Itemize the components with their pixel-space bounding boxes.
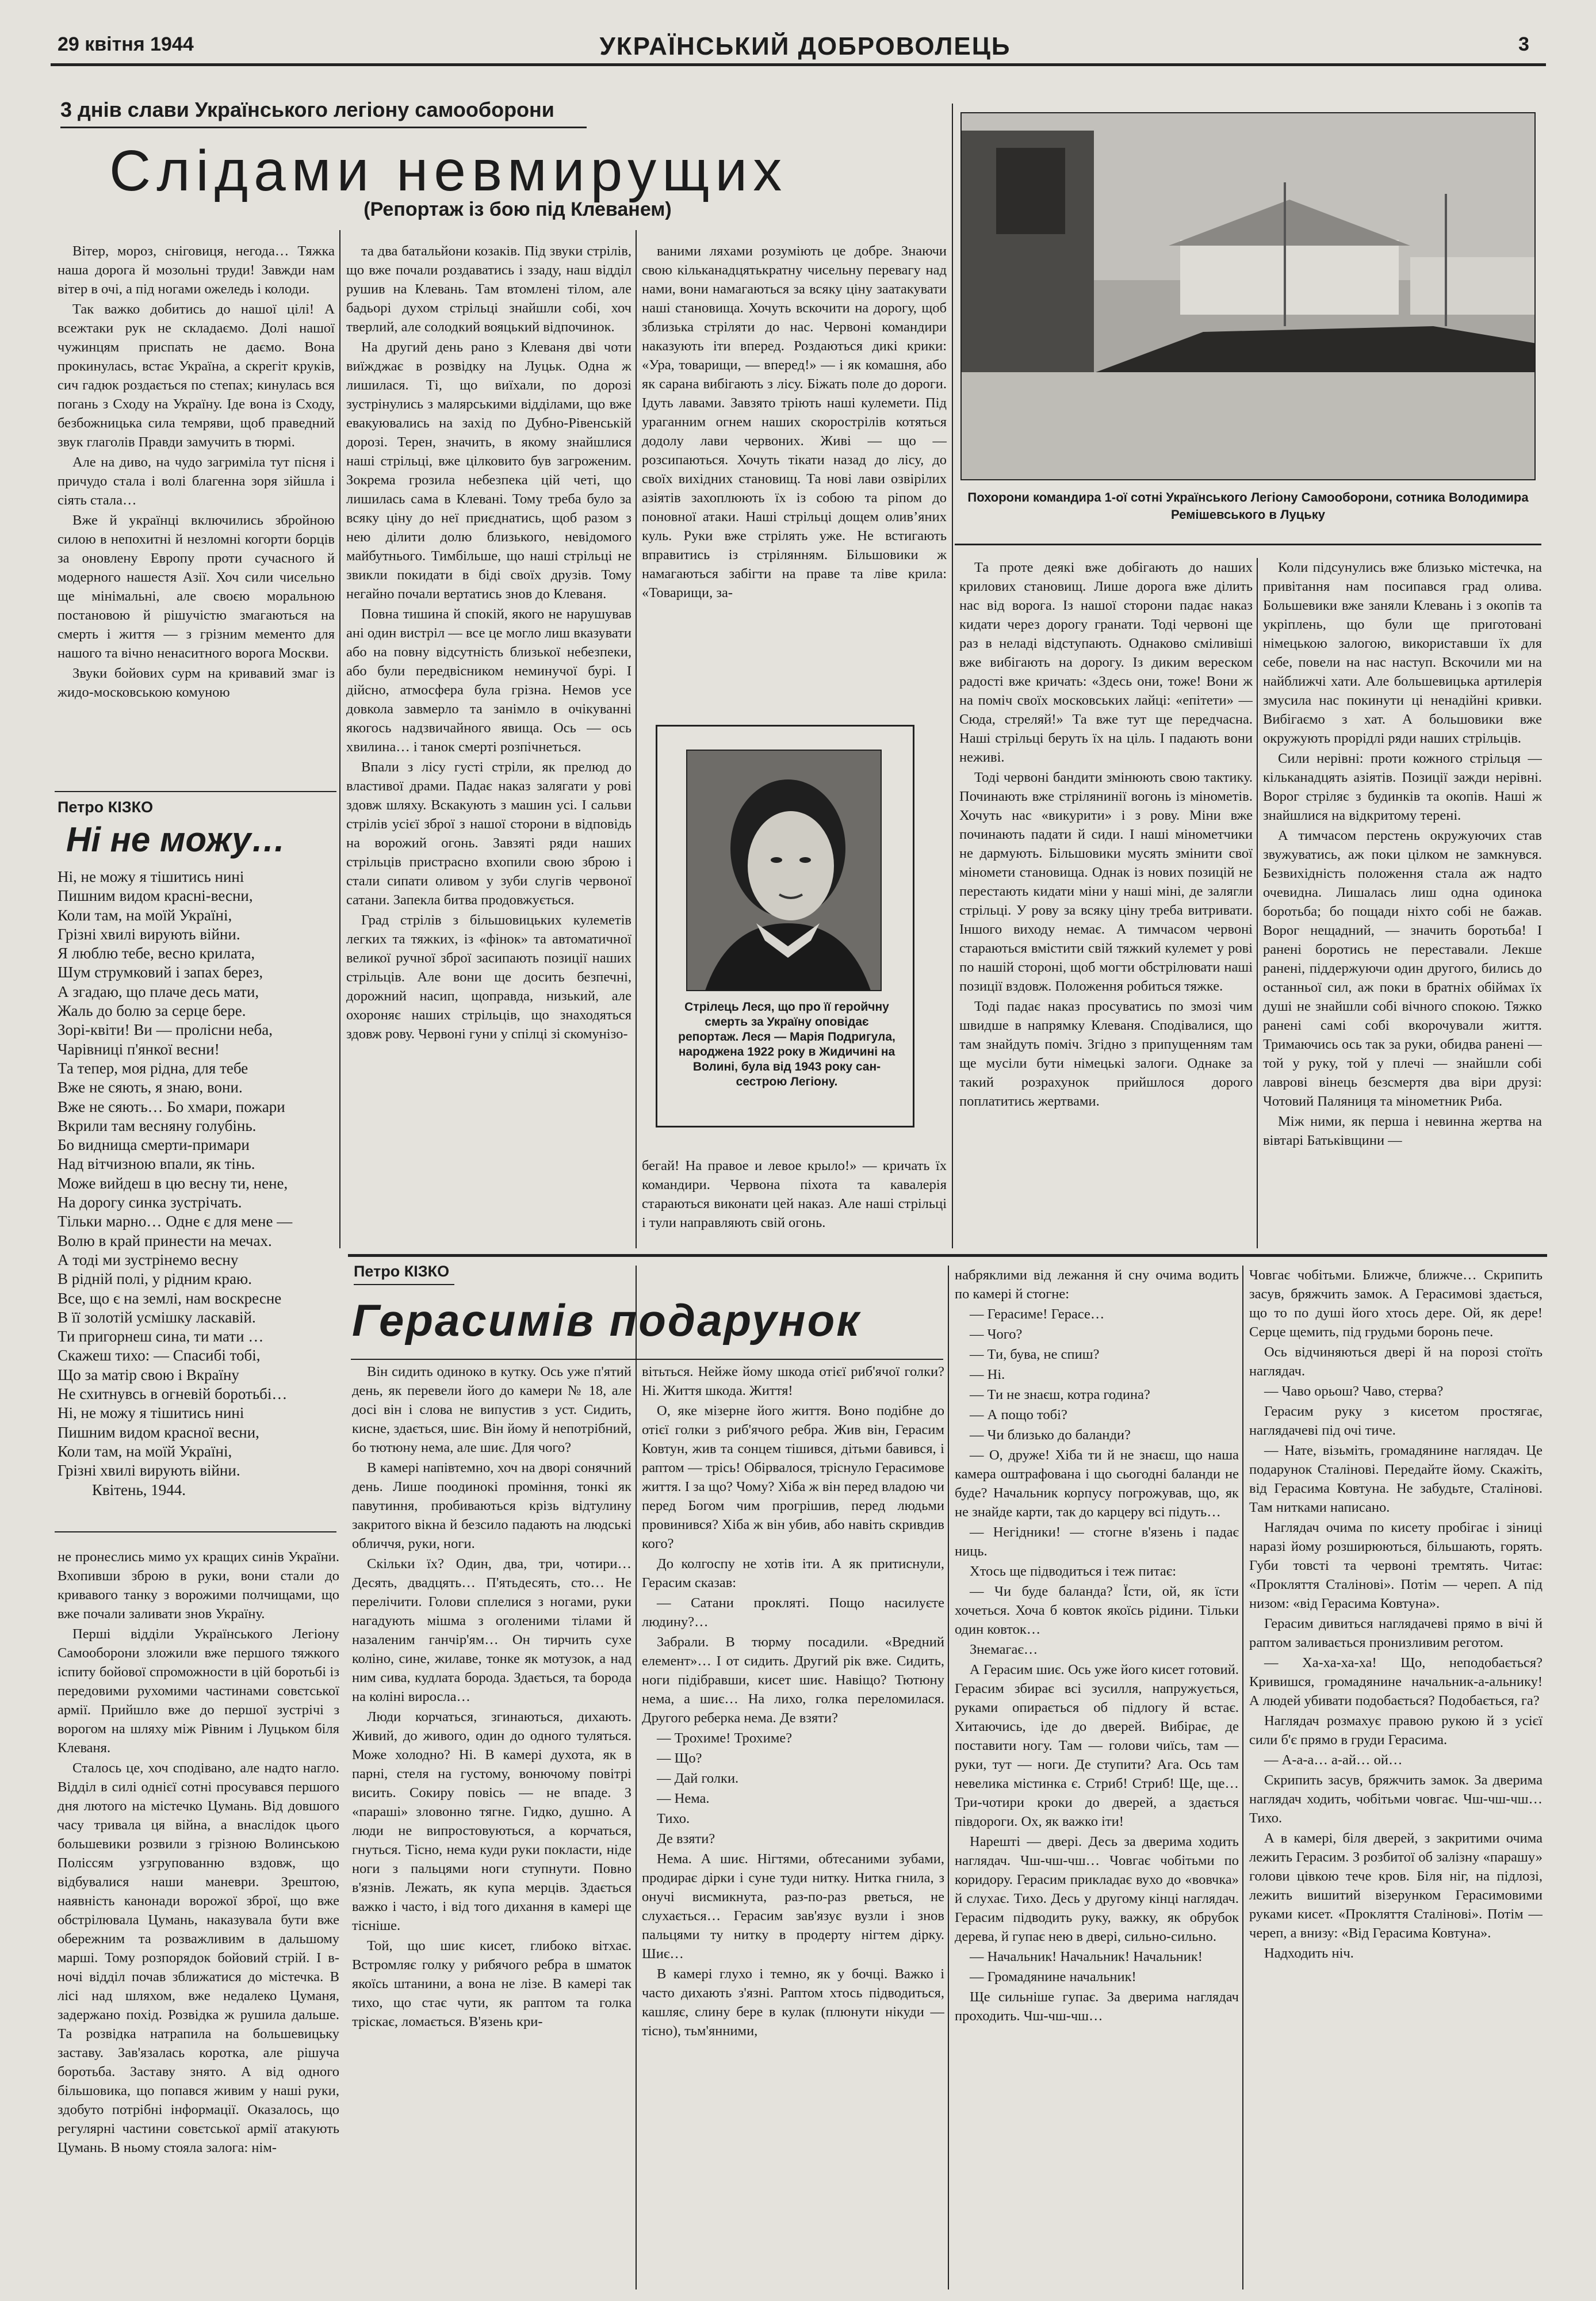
paragraph: Сили нерівні: проти кожного стрільця — кільканадцять азіятів. Позиції зажди нерівні. Ворог стріляє з будинків та окопів. Наші ж знайшлися на відкритому терені.: [1263, 751, 1542, 823]
article1-column-3-tail: [642, 1156, 947, 1237]
paragraph: Ще сильніше гупає. За дверима наглядач проходить. Чш-чш-чш…: [955, 1989, 1239, 2024]
poem-line: А тоді ми зустрінемо весну: [58, 1251, 239, 1268]
story-column-3: [955, 1266, 1239, 2289]
column-rule: [636, 1266, 637, 2289]
column-rule: [952, 104, 953, 1248]
paragraph: бегай! На правое и левое крыло!» — кричать їх командири. Червона піхота та кавалерія стараються виконати цей наказ. Але наші стрільці і тули направляють свій огонь.: [642, 1158, 947, 1230]
masthead-rule: [51, 63, 1546, 66]
story-column-2: [642, 1362, 944, 2289]
paragraph: Наглядач розмахує правою рукою й з усієї сили б'є прямо в груди Герасима.: [1249, 1713, 1543, 1748]
story-title-rule: [351, 1359, 943, 1360]
poem-line: Коли там, на моїй Україні,: [58, 1442, 232, 1460]
paragraph: — Чи буде баланда? Їсти, ой, як їсти хочеться. Хоча б ковток якоїсь рідини. Тільки один ковток…: [955, 1584, 1239, 1637]
poem-line: Ні, не можу я тішитись нині: [58, 868, 244, 885]
poem-line: Волю в край принести на мечах.: [58, 1232, 272, 1249]
paragraph: Він сидить одиноко в кутку. Ось уже п'ятий день, як перевели його до камери № 18, але досі він і слова не випустив з уст. Сидить, кисне, здається, шиє. Він йому й непотрібний, бо тютюну нема, але шиє. Для чого?: [352, 1364, 631, 1455]
poem-date: Квітень, 1944.: [92, 1481, 186, 1499]
paragraph: та два батальйони козаків. Під звуки стрілів, що вже почали роздаватись і ззаду, наш відділ рушив на Клевань. Там втомлені тілом, але бадьорі духом стрільці знайшли собі, хоч тверлий, але солодкий вояцький відпочинок.: [346, 243, 631, 335]
paragraph: Тоді червоні бандити змінюють свою тактику. Починають вже стрілянинії вогонь із мінометів. Хочуть нас «викурити» і з рову. Міни вже починають падати й сиди. І наші мінометчики не дармують. Більшовики мусять змінити свої міномети становища. Однак із нових позицій не перестають кидати міни у наші міні, де залягли стрільці. У рову за всяку ціну треба витривати. Іншого виходу немає. А тимчасом червоні стараються вмістити свій тяжкий кулемет у рові по нашій стороні, щоб могти обстрілювати наші позиції вздовж. Положення робиться тяжке.: [959, 770, 1253, 994]
poem-line: Ти пригорнеш сина, ти мати …: [58, 1328, 264, 1346]
masthead-page-number: 3: [1518, 33, 1529, 55]
paragraph: Град стрілів з більшовицьких кулеметів легких та тяжких, із «фінок» та автоматичної великої ручної зброї засипають позиції наших стрільців. Але вони ще досить безпечні, дорожний насип, щоправда, низький, але охороняє наших стрільців, що знаходяться здовж рову. Червоні гуни у спілці зі скомунізо-: [346, 912, 631, 1042]
paragraph: — О, друже! Хіба ти й не знаєш, що наша камера оштрафована і що сьогодні баланди не буде? Начальник корпусу погрожував, що, як не знайде карти, так до карцеру всі підуть…: [955, 1447, 1239, 1520]
poem-line: Шум струмковий і запах берез,: [58, 964, 263, 981]
paragraph: Тихо.: [657, 1811, 690, 1826]
paragraph: Знемагає…: [970, 1642, 1038, 1657]
story-column-4: [1249, 1266, 1543, 2289]
article1-column-4: [959, 558, 1253, 1248]
paragraph: — Нате, візьміть, громадянине наглядач. Це подарунок Сталінові. Передайте йому. Скажіть, від Герасима Ковтуна. Не забудьте, Сталінові. Там нитками написано.: [1249, 1443, 1543, 1515]
paragraph: — А-а-а… а-ай… ой…: [1264, 1752, 1403, 1768]
paragraph: — Чаво орьош? Чаво, стерва?: [1264, 1383, 1444, 1399]
funeral-photo: [960, 112, 1536, 480]
paragraph: не пронеслись мимо ух кращих синів України. Вхопивши зброю в руки, вони стали до кривавого танку з ворожими полчищами, що вже почали заливати знов Україну.: [58, 1549, 339, 1622]
paragraph: — Дай голки.: [657, 1771, 739, 1786]
paragraph: — Громадянине начальник!: [970, 1969, 1136, 1985]
column-rule: [948, 1266, 949, 2289]
article-headline: Слідами невмирущих: [109, 139, 788, 203]
paragraph: Люди корчаться, згинаються, дихають. Живий, до живого, один до одного туляться. Може холодно? Ні. В камері духота, як в парні, стеля на густому, вонючому повітрі висить. Сокиру повісь — не впаде. З «параші» зловонно тягне. Гидко, душно. А люди не випростовуються, а корчаться, гнуться. Тісно, нема куди руки покласти, ніде ноги з пальцями ноги ступнути. Повно в'язнів. Лежать, як купа мерців. Здається важко і часто, і від того дихання в камері ще тісніше.: [352, 1709, 631, 1933]
poem-line: Все, що є на землі, нам воскресне: [58, 1289, 282, 1307]
paragraph: Скрипить засув, бряжчить замок. За дверима наглядач ходить, чобітьми човгає. Чш-чш-чш… Тихо.: [1249, 1772, 1543, 1826]
poem-line: Вже не сяють, я знаю, вони.: [58, 1079, 243, 1096]
caption-rule: [955, 544, 1541, 545]
poem-line: Та тепер, моя рідна, для тебе: [58, 1059, 248, 1077]
paragraph: Хтось ще підводиться і теж питає:: [970, 1564, 1177, 1579]
paragraph: Надходить ніч.: [1264, 1945, 1354, 1961]
kicker-underline: [60, 127, 587, 128]
paragraph: Той, що шиє кисет, глибоко вітхає. Встромляє голку у рибячого ребра в шматок якоїсь штанини, а вона не лізе. В камері так тихо, що стає чути, як раптом та голка тріскає, ломається. В'язень кри-: [352, 1938, 631, 2029]
paragraph: — Начальник! Начальник! Начальник!: [970, 1949, 1203, 1964]
poem-line: Грізні хвилі вирують війни.: [58, 1462, 240, 1480]
paragraph: В камері глухо і темно, як у бочці. Важко і часто дихають з'язні. Раптом хтось підводиться, кашляє, слину бере в кулак (плюнути нікуди — тісно), тьм'янними,: [642, 1966, 944, 2039]
paragraph: Наглядач очима по кисету пробігає і зіниці наразі йому розширюються, більшають, горять. Губи товсті та червоні тремтять. Читає: «Прокляття Сталінові». Потім — череп. А під низом: «від Герасима Ковтуна».: [1249, 1520, 1543, 1611]
paragraph: А тимчасом перстень окружуючих став звужуватись, аж поки цілком не замкнувся. Безвихідність положення стала аж надто очевидна. Лишалась лиш одна одинока боротьба; бо пощади ніхто собі не бажав. Ворог нещадний, — значить боротьба! І ранені боротись не переставали. Лекше ранені, піддержуючи один другого, бились до останньої сил, аж поки в братніх обіймах їх душі не знайшли собі вічного спокою. Тяжко ранені самі собі вкорочували життя. Тримаючись ось так за руки, обидва ранені — той у руку, той у плечі — знайшли собі лаврові вінець безсмертя два віри друзі: Чотовий Паляниця та мінометник Риба.: [1263, 828, 1542, 1109]
story-top-rule: [348, 1254, 1547, 1257]
paragraph: ваними ляхами розуміють це добре. Знаючи свою кільканадцятькратну чисельну перевагу над нами, вони намагаються за всяку ціну заатакувати наші становища. Хочуть вскочити на дорогу, щоб зблизька стріляти до нас. Червоні командири наказують іти вперед. Роздаються дикі крики: «Ура, товарищи, — вперед!» — і як комашня, або як сарана вибігають з лісу. Біжать поле до дороги. Ідуть лавами. Завзято тріють наші кулемети. Під ураганним огнем наших скорострілів котяться додолу лави червоних. Живі — що — розсипаються. Хочуть тікати назад до лісу, до своїх вихідних становищ. Та нові лави озвірілих азіятів захоплюють їх із собою та ріпом до поновної атаки. Наші стрільці дощем олив’яних куль. Руки вже стрілять уже. Не встигають вправитись із стрілянням. Більшовики ж намагаються забігти на праве та ліве крила: «Товарищи, за-: [642, 243, 947, 601]
poem-line: Вже не сяють… Бо хмари, пожари: [58, 1098, 285, 1115]
paragraph: Звуки бойових сурм на кривавий змаг із жидо-московською комуною: [58, 666, 335, 700]
column-rule: [339, 230, 340, 1248]
portrait-frame: [656, 725, 914, 1127]
column-rule: [636, 230, 637, 1248]
paragraph: Де взяти?: [657, 1831, 715, 1847]
paragraph: Впали з лісу густі стріли, як прелюд до властивої драми. Падає наказ залягати у рові здовж шляху. Вскакують з машин усі. І сальви стрілів усієї зброї з нашої сторони в відповідь на ворожий огонь. Завзяті ряди наших стрільців пристрасно вхопили свою зброю і стали сипати оливом у зуби слугів червоної сатани. Запекла битва продовжується.: [346, 759, 631, 908]
story-title: Герасимів подарунок: [352, 1295, 861, 1346]
paragraph: Скільки їх? Один, два, три, чотири… Десять, двадцять… П'ятьдесять, сто… Не перелічити. Голови сплелися з ногами, руки нагадують мішма з оголеними тілами й назаленим ганчір'ям… Он тирчить сухе коліно, сине, жилаве, тонке як мотузок, а над ним сива, кудлата борода. Здається, та борода на коліні виросла…: [352, 1556, 631, 1704]
paragraph: Повна тишина й спокій, якого не нарушував ані один вистріл — все це могло лиш вказувати або на повну відсутність близької небезпеки, або були передвісником неминучої бурі. І дійсно, атмосфера була грізна. Немов усе довкола завмерло та занімло в очікуванні якогось надзвичайного явища. Ось — ось хвилина… і танок смерті розпічнеться.: [346, 606, 631, 755]
poem-line: Може вийдеш в цю весну ти, нене,: [58, 1174, 288, 1192]
paragraph: Вітер, мороз, сніговиця, негода… Тяжка наша дорога й мозольні труди! Завжди нам вітер в очі, а під ногами ожеледь і колоди.: [58, 243, 335, 297]
poem-title: Ні не можу…: [66, 820, 286, 859]
story-author-underline: [354, 1284, 454, 1285]
masthead-title: УКРАЇНСЬКИЙ ДОБРОВОЛЕЦЬ: [599, 32, 1011, 60]
paragraph: Ось відчиняються двері й на порозі стоїть наглядач.: [1249, 1344, 1543, 1379]
paragraph: А Герасим шиє. Ось уже його кисет готовий. Герасим збирає всі зусилля, напружується, руками опирається об підлогу й встає. Хитаючись, іде до дверей. Вибірає, де поставити ногу. Там — голови чиїсь, там — руки, тут — ноги. Де ступити? Ага. Ось там невелика містинка є. Стриб! Стриб! Ще, ще… Три-чотири кроки до дверей, а здається півдороги. Ох, як важко іти!: [955, 1662, 1239, 1829]
portrait-caption: Стрілець Леся, що про її геройчну смерть за Україну оповідає репортаж. Леся — Марія Подригула, народжена 1922 року в Жидичині на Волині, була від 1943 року сан-сестрою Легіону.: [678, 1000, 895, 1088]
poem-line: Що за матір свою і Вкраїну: [58, 1366, 239, 1383]
portrait-illustration: [687, 751, 882, 991]
paragraph: Вже й українці включились збройною силою в непохитні й незломні когорти борців за оновлену Европу проти сучасного й модерного нашестя Азії. Хоч сили чисельно ще мінімальні, але своєю моральною постановою й рішучістю змагаються на смерть і життя — з грізним мементо для нашого та вічно ненаситного ворога Москви.: [58, 513, 335, 661]
poem-author: Петро КІЗКО: [58, 798, 154, 816]
column-rule: [1242, 1266, 1243, 2289]
poem-line: Ні, не можу я тішитись нині: [58, 1404, 244, 1422]
article1-continuation: [58, 1547, 339, 2289]
article-kicker: 3 днів слави Українського легіону самооборони: [60, 98, 554, 121]
poem-line: Я люблю тебе, весно крилата,: [58, 945, 255, 962]
poem-line: Скажеш тихо: — Спасибі тобі,: [58, 1347, 261, 1364]
paragraph: — Сатани прокляті. Пощо насилуєте людину?…: [642, 1595, 944, 1630]
paragraph: На другий день рано з Клеваня дві чоти виїжджає в розвідку на Луцьк. Одна ж лишилася. Ті, що виїхали, по дорозі зустрінулись з малярськими відділами, що вже евакуювались на захід по Дубно-Рівенській дорозі. Терен, значить, в якому знайшлися наші стрільці, вже цілковито був загроженим. Зокрема грозила небезпека цій четі, що лишилась сама в Клевані. Тому треба було за всяку ціну до неї приєднатись, щоб разом з нею ділити долю близького, невідомого майбутнього. Тимбільше, що наші стрільці не звикли покидати в біді своїх друзів. Тому негайно почали вертатись знов до Клеваня.: [346, 339, 631, 602]
paragraph: вітьться. Нейже йому шкода отієї риб'ячої голки? Ні. Життя шкода. Життя!: [642, 1364, 944, 1398]
poem-line: Бо виднища смерти-примари: [58, 1136, 250, 1154]
paragraph: — Нема.: [657, 1791, 710, 1806]
masthead-date: 29 квітня 1944: [58, 33, 194, 55]
poem-line: Пишним видом красні-весни,: [58, 887, 253, 905]
paragraph: — Чого?: [970, 1327, 1023, 1342]
poem-body: [58, 867, 336, 1500]
article1-column-2: [346, 242, 631, 1254]
paragraph: — Трохиме! Трохиме?: [657, 1730, 793, 1746]
poem-line: Зорі-квіти! Ви — пролісни неба,: [58, 1021, 273, 1039]
paragraph: До колгоспу не хотів іти. А як притиснули, Герасим сказав:: [642, 1556, 944, 1591]
poem-top-rule: [55, 791, 336, 792]
paragraph: — Ні.: [970, 1367, 1005, 1382]
poem-line: В рідній полі, у рідним краю.: [58, 1270, 252, 1288]
paragraph: — Ти, бува, не спиш?: [970, 1347, 1100, 1362]
story-column-1: [352, 1362, 631, 2289]
article1-column-5: [1263, 558, 1542, 1248]
paragraph: Забрали. В тюрму посадили. «Вредний елемент»… І от сидить. Другий рік вже. Сидить, ноги підібравши, кисет шиє. Навіщо? Тютюну нема, а шиє… На лихо, голка переломилася. Другого реберка нема. Де взяти?: [642, 1634, 944, 1726]
poem-line: Пишним видом красної весни,: [58, 1423, 259, 1441]
paragraph: — Ти не знаєш, котра година?: [970, 1387, 1150, 1402]
paragraph: А в камері, біля дверей, з закритими очима лежить Герасим. З розбитої об залізну «парашу» голови цівкою тече кров. Біля ніг, на підлозі, лежить вишитий візерунком Герасимовими руками кисет. «Прокляття Сталінові». Потім — череп, а внизу: «Від Герасима Ковтуна».: [1249, 1830, 1543, 1941]
paragraph: набряклими від лежання й сну очима водить по камері й стогне:: [955, 1267, 1239, 1302]
paragraph: — Що?: [657, 1750, 702, 1766]
poem-line: Не схитнувсь в огневій боротьбі…: [58, 1385, 288, 1403]
poem-line: Вкрили там весняну голубінь.: [58, 1117, 257, 1134]
paragraph: Між ними, як перша і невинна жертва на вівтарі Батьківщини —: [1263, 1114, 1542, 1148]
paragraph: В камері напівтемно, хоч на дворі сонячний день. Лише поодинокі проміння, тонкі як павутиння, пробиваються крізь відтулину закритого вікна й безсило падають на людські обличчя, руки, ноги.: [352, 1460, 631, 1551]
paragraph: Нарешті — двері. Десь за дверима ходить наглядач. Чш-чш-чш… Човгає чобітьми по коридору. Герасим прикладає вухо до «вовчка» й слухає. Тихо. Десь у другому кінці наглядач. Герасим підводить руку, важку, як обрубок дерева, й гупає нею в двері, сильно-сильно.: [955, 1834, 1239, 1944]
funeral-photo-caption: Похорони командира 1-ої сотні Українського Легіону Самооборони, сотника Володимира Ремішевського в Луцьку: [967, 490, 1529, 522]
paragraph: Так важко добитись до нашої цілі! А всежтаки рук не складаємо. Долі нашої чужинцям приспать не даємо. Вона прокинулась, встає Україна, а скрегіт круків, сич гадюк роздається по степах; кинулась вся погань з Сходу на Україну. Іде вона із Сходу, безбожницька сила темряви, щоб праведний звук глаголів Правди замучить в тюрмі.: [58, 301, 335, 450]
paragraph: — Ха-ха-ха-ха! Що, неподобається? Кривишся, громадянине начальник-а-альнику! А людей убивати подобається? Подобається, га?: [1249, 1655, 1543, 1708]
article1-column-3: [642, 242, 947, 713]
paragraph: Тоді падає наказ просуватись по змозі чим швидше в напрямку Клеваня. Сподівалися, що там знайдуть поміч. Згідно з припущенням там ще мусіли бути німецькі залоги. Однаке за такий розрахунок прийшлося дорого поплатитись жертвами.: [959, 999, 1253, 1109]
poem-line: Тільки марно… Одне є для мене —: [58, 1213, 293, 1230]
paragraph: Човгає чобітьми. Ближче, ближче… Скрипить засув, бряжчить замок. А Герасимові здається, що то по душі його хтось дере. Ой, як дере! Серце щемить, під грудьми боронь пече.: [1249, 1267, 1543, 1340]
paragraph: Але на диво, на чудо загриміла тут пісня і причудо стала і волі благенна зоря зійшла і сіять стала…: [58, 454, 335, 508]
paragraph: Перші відділи Українського Легіону Самооборони зложили вже першого тяжкого іспиту бойової спроможности в цій боротьбі із передовими рухомими частинами совєтської армії. Прийшло вже до першої зустрічі з ворогом на шляху між Рівним і Луцьком біля Клеваня.: [58, 1626, 339, 1756]
column-rule: [1257, 558, 1258, 1248]
poem-line: Над вітчизною впали, як тінь.: [58, 1155, 255, 1173]
poem-line: На дорогу синка зустрічать.: [58, 1194, 242, 1211]
paragraph: Коли підсунулись вже близько містечка, на привітання нам посипався град олива. Большевики вже заняли Клевань і з окопів та укріплень, що були ще приготовані німецькою залогою, використавши їх для себе, повели на нас наступ. Вскочили ми на найближчі хати. Але большевицька артилерія змусила нас покинути ці ненадійні кривки. Вибігаємо з хат. А большовики вже окружують прорідлі ряди наших стрільців.: [1263, 560, 1542, 746]
portrait-photo: [686, 750, 882, 991]
story-author: Петро КІЗКО: [354, 1263, 450, 1280]
paragraph: — А пощо тобі?: [970, 1407, 1067, 1423]
paragraph: Герасим дивиться наглядачеві прямо в вічі й раптом заливається пронизливим реготом.: [1249, 1616, 1543, 1650]
funeral-scene-illustration: [962, 113, 1536, 480]
poem-line: Жаль до болю за серце бере.: [58, 1002, 246, 1020]
paragraph: — Герасиме! Герасе…: [970, 1306, 1105, 1322]
article-subhead: (Репортаж із бою під Клеванем): [363, 198, 672, 220]
poem-line: В її золотій усмішку ласкавій.: [58, 1308, 256, 1326]
poem-line: Коли там, на моїй Україні,: [58, 906, 232, 924]
paragraph: Герасим руку з кисетом простягає, наглядачеві під очі тиче.: [1249, 1404, 1543, 1438]
paragraph: — Чи близько до баланди?: [970, 1427, 1131, 1443]
poem-line: А згадаю, що плаче десь мати,: [58, 983, 259, 1000]
paragraph: Нема. А шиє. Нігтями, обтесаними зубами, продирає дірки і суне туди нитку. Нитка гнила, з онучі висмикнута, раз-по-раз рветься, не слухається… Герасим зав'язує вузли і знов пальцями ту нитку в продерту нігтем дірку. Шиє…: [642, 1851, 944, 1962]
article1-column-1: [58, 242, 335, 817]
paragraph: Сталось це, хоч сподівано, але надто нагло. Відділ в силі однієї сотні просувався першого дня лютого на містечко Цумань. Від довшого часу тривала ця війна, а внаслідок цього большевики розвили з грізною Волинською Поліссям узгрупованню вздовж, що відбувалися наши маневри. Зрештою, наявність канонади ворожої зброї, що вже обстрілювала Цумань, наказувала бути вже обережним та розважливим в дальшому марші. Тому розпорядок бойовий стрій. І в-ночі відділ почав зближатися до містечка. В лісі над шляхом, вже недалеко Цуманя, задержано похід. Розвідка ж рушила дальше. Та розвідка натрапила на большевицьку заставу. Зав'язалась коротка, але рішуча боротьба. Заставу знято. А від одного більшовика, що попався живим у наші руки, здобуто потрібні інформації. Оказалось, що регулярні частини совєтської армії атакують Цумань. В ньому стояла залога: нім-: [58, 1760, 339, 2155]
poem-bottom-rule: [55, 1531, 336, 1532]
paragraph: О, яке мізерне його життя. Воно подібне до отієї голки з риб'ячого ребра. Жив він, Герасим Ковтун, жив та сонцем тішився, дітьми бавився, і раптом — трісь! Обірвалося, тріснуло Герасимове життя. І за що? Чому? Хіба ж він перед владою чи перед Богом чим прогрішив, перед людьми провинився? Хіба ж він убив, або навіть скривдив кого?: [642, 1403, 944, 1551]
poem-line: Грізні хвилі вирують війни.: [58, 925, 240, 943]
poem-line: Чарівниці п'янкої весни!: [58, 1040, 220, 1058]
paragraph: Та проте деякі вже добігають до наших крилових становищ. Лише дорога вже ділить нас від ворога. Із нашої сторони падає наказ кидати через дорогу гранати. Тоді червоні ще раз в неладі відступають. Однаково сміливіші вже вибігають на дорогу. Із диким вереском радості вже кричать: «Здесь они, тоже! Вони ж на поміч своїх московських лайці: «епітети» — Сюда, стреляй!» Та вже тут ще передчасна. Наші стрільці беруть їх на ціль. І падають вони неживі.: [959, 560, 1253, 765]
paragraph: — Негідники! — стогне в'язень і падає ниць.: [955, 1524, 1239, 1559]
